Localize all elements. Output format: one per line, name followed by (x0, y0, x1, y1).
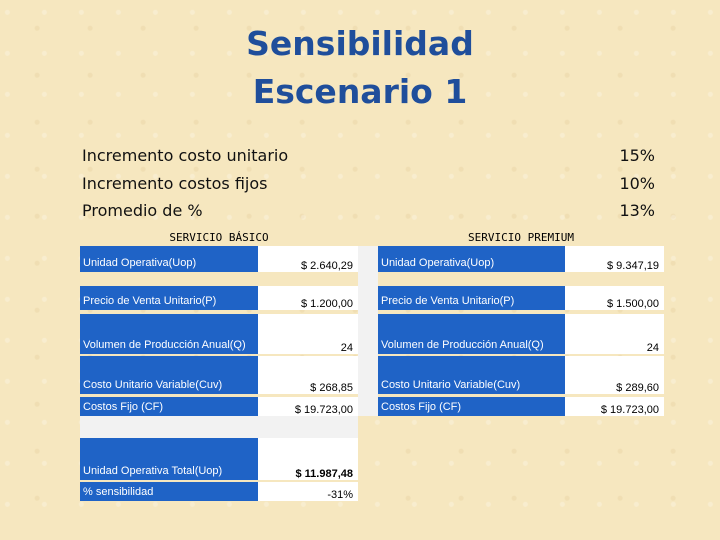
basic-value-volumen: 24 (258, 314, 358, 354)
basic-value-precio: $ 1.200,00 (258, 286, 358, 310)
basic-label-cuv: Costo Unitario Variable(Cuv) (80, 356, 258, 394)
basic-service-header: SERVICIO BÁSICO (169, 231, 269, 244)
summary-value-costos-fijos: 10% (619, 174, 655, 193)
premium-service-header: SERVICIO PREMIUM (468, 231, 574, 244)
basic-label-sensibilidad: % sensibilidad (80, 482, 258, 501)
basic-value-cuv: $ 268,85 (258, 356, 358, 394)
basic-value-uop-total: $ 11.987,48 (258, 438, 358, 480)
summary-label-costo-unitario: Incremento costo unitario (82, 146, 289, 165)
basic-label-cf: Costos Fijo (CF) (80, 397, 258, 416)
summary-label-promedio: Promedio de % (82, 201, 203, 220)
premium-label-uop: Unidad Operativa(Uop) (378, 246, 565, 272)
page-subtitle: Escenario 1 (252, 72, 468, 111)
premium-value-precio: $ 1.500,00 (565, 286, 664, 310)
premium-label-volumen: Volumen de Producción Anual(Q) (378, 314, 565, 354)
premium-value-cf: $ 19.723,00 (565, 397, 664, 416)
basic-label-precio: Precio de Venta Unitario(P) (80, 286, 258, 310)
basic-label-uop: Unidad Operativa(Uop) (80, 246, 258, 272)
premium-label-cuv: Costo Unitario Variable(Cuv) (378, 356, 565, 394)
premium-value-volumen: 24 (565, 314, 664, 354)
summary-value-promedio: 13% (619, 201, 655, 220)
basic-value-uop: $ 2.640,29 (258, 246, 358, 272)
summary-value-costo-unitario: 15% (619, 146, 655, 165)
page-title: Sensibilidad (246, 24, 474, 63)
summary-label-costos-fijos: Incremento costos fijos (82, 174, 268, 193)
basic-spacer-row (80, 416, 358, 438)
premium-label-precio: Precio de Venta Unitario(P) (378, 286, 565, 310)
premium-value-uop: $ 9.347,19 (565, 246, 664, 272)
basic-label-uop-total: Unidad Operativa Total(Uop) (80, 438, 258, 480)
basic-value-cf: $ 19.723,00 (258, 397, 358, 416)
table-divider (358, 246, 378, 416)
basic-label-volumen: Volumen de Producción Anual(Q) (80, 314, 258, 354)
basic-value-sensibilidad: -31% (258, 482, 358, 501)
premium-label-cf: Costos Fijo (CF) (378, 397, 565, 416)
premium-value-cuv: $ 289,60 (565, 356, 664, 394)
